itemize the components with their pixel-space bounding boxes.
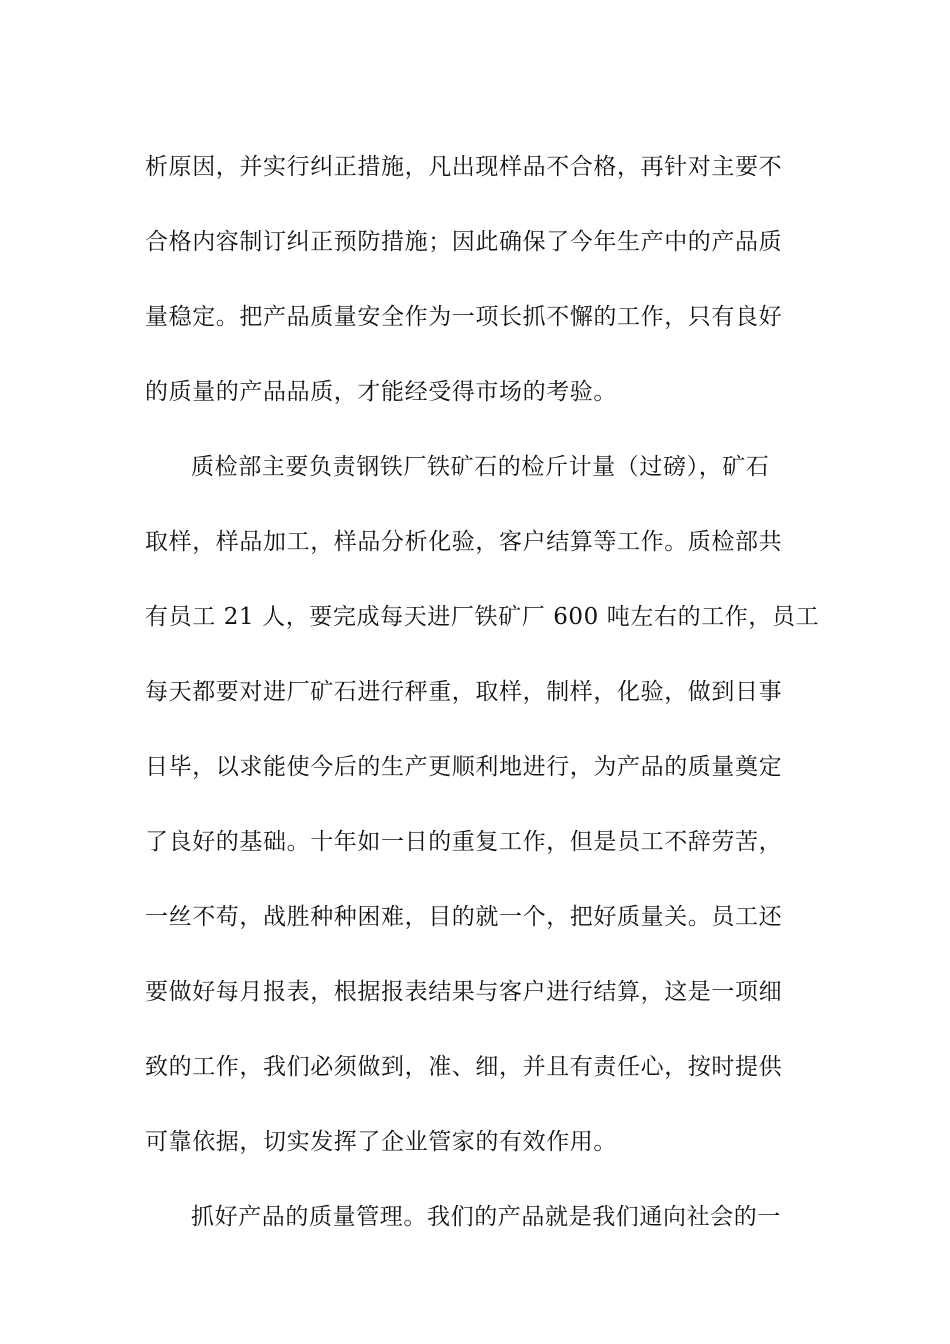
text-line: 致的工作，我们必须做到，准、细，并且有责任心，按时提供: [145, 1054, 783, 1080]
text-line-paragraph-start: 抓好产品的质量管理。我们的产品就是我们通向社会的一: [191, 1204, 781, 1230]
text-line: 合格内容制订纠正预防措施；因此确保了今年生产中的产品质: [145, 229, 783, 255]
text-line: 一丝不苟，战胜种种困难，目的就一个，把好质量关。员工还: [145, 904, 783, 930]
text-line: 有员工 21 人，要完成每天进厂铁矿厂 600 吨左右的工作，员工: [145, 604, 820, 630]
text-line: 要做好每月报表，根据报表结果与客户进行结算，这是一项细: [145, 979, 783, 1005]
text-line: 每天都要对进厂矿石进行秤重，取样，制样，化验，做到日事: [145, 679, 783, 705]
text-line: 了良好的基础。十年如一日的重复工作，但是员工不辞劳苦，: [145, 829, 783, 855]
document-body: [145, 130, 820, 1255]
text-line-paragraph-start: 质检部主要负责钢铁厂铁矿石的检斤计量（过磅），矿石: [191, 454, 770, 480]
text-line: 的质量的产品品质，才能经受得市场的考验。: [145, 379, 617, 405]
text-line: 可靠依据，切实发挥了企业管家的有效作用。: [145, 1129, 617, 1155]
text-line: 量稳定。把产品质量安全作为一项长抓不懈的工作，只有良好: [145, 304, 783, 330]
text-line: 日毕，以求能使今后的生产更顺利地进行，为产品的质量奠定: [145, 754, 783, 780]
text-line: 取样，样品加工，样品分析化验，客户结算等工作。质检部共: [145, 529, 783, 555]
text-line: 析原因，并实行纠正措施，凡出现样品不合格，再针对主要不: [145, 154, 783, 180]
